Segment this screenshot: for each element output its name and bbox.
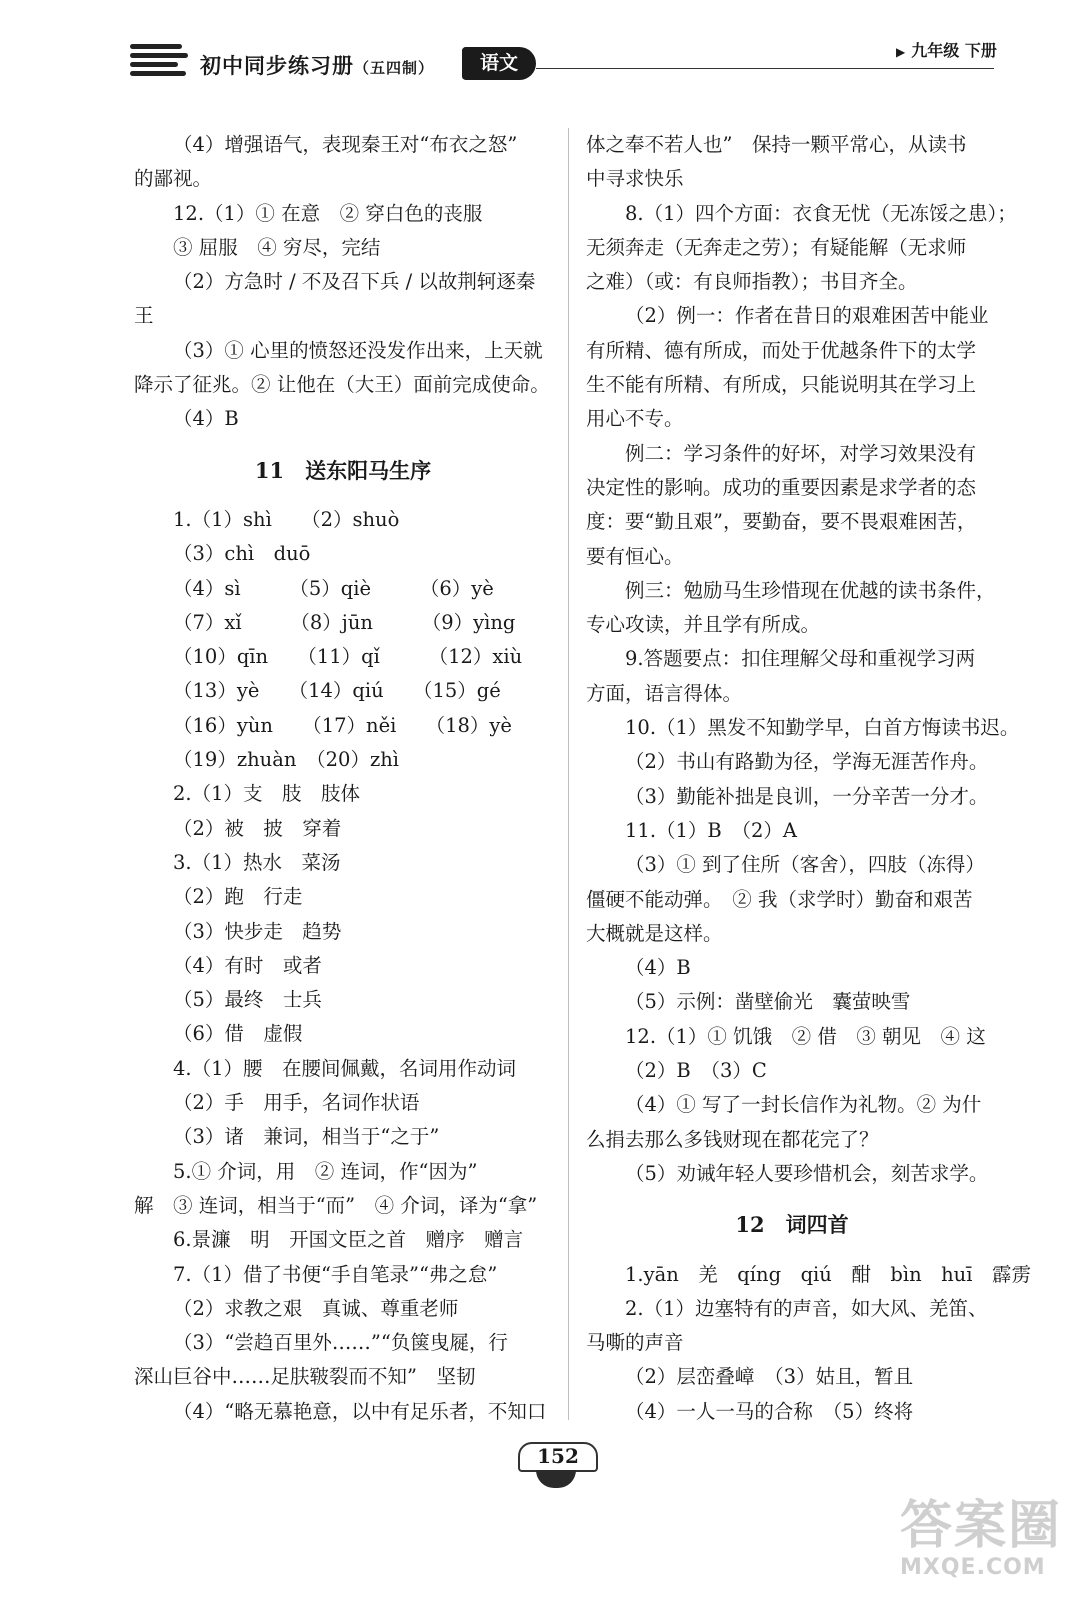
answer-line: 3.（1）热水 菜汤 (173, 850, 341, 874)
answer-line: 的鄙视。 (134, 167, 213, 191)
header-rule (536, 68, 994, 69)
volume-text: 下册 (964, 41, 997, 60)
answer-line: 僵硬不能动弹。 ② 我（求学时）勤奋和艰苦 (586, 887, 973, 911)
answer-line: （3）① 心里的愤怒还没发作出来，上天就 (173, 338, 543, 362)
answer-line: （7）xǐ （8）jūn （9）yìng (173, 610, 516, 634)
book-title-text: 初中同步练习册 (200, 54, 354, 78)
answer-line: （4）“略无慕艳意，以中有足乐者，不知口 (173, 1399, 547, 1423)
answer-line: 无须奔走（无奔走之劳）；有疑能解（无求师 (586, 235, 967, 259)
page-header (0, 0, 1092, 100)
answer-line: （3）① 到了住所（客舍），四肢（冻得） (625, 853, 985, 877)
answer-line: （2）跑 行走 (173, 885, 303, 909)
answer-line: 12.（1）① 饥饿 ② 借 ③ 朝见 ④ 这 (625, 1024, 986, 1048)
answer-line: （4）增强语气，表现秦王对“布衣之怒” (173, 133, 518, 156)
answer-line: （2）例一：作者在昔日的艰难困苦中能业 (625, 304, 989, 328)
watermark-url: MXQE.COM (900, 1555, 1046, 1580)
answer-line: 例三：勉励马生珍惜现在优越的读书条件， (625, 578, 996, 602)
answer-line: （2）求教之艰 真诚、尊重老师 (173, 1296, 459, 1320)
answer-line: 马嘶的声音 (586, 1331, 684, 1355)
answer-line: 7.（1）借了书便“手自笔录”“弗之怠” (173, 1262, 498, 1286)
section-heading: 11 送东阳马生序 (254, 457, 432, 483)
answer-line: 降示了征兆。② 让他在（大王）面前完成使命。 (134, 373, 550, 397)
answer-line: （3）快步走 趋势 (173, 919, 342, 943)
answer-line: 体之奉不若人也” 保持一颗平常心，从读书 (586, 133, 967, 156)
answer-line: 5.① 介词，用 ② 连词，作“因为” (173, 1159, 478, 1183)
section-heading: 12 词四首 (735, 1212, 849, 1238)
answer-line: 大概就是这样。 (586, 921, 723, 945)
right-column (586, 128, 1031, 1429)
answer-line: （3）“尝趋百里外……”“负箧曳屣，行 (173, 1331, 508, 1355)
answer-line: ③ 屈服 ④ 穷尽，完结 (173, 235, 381, 259)
answer-line: 2.（1）边塞特有的声音，如大风、羌笛、 (625, 1296, 988, 1320)
answer-line: 深山巨谷中……足肤皲裂而不知” 坚韧 (134, 1365, 476, 1389)
book-stack-icon (130, 44, 190, 82)
answer-line: （4）① 写了一封长信作为礼物。② 为什 (625, 1093, 982, 1117)
triangle-right-icon: ▶ (896, 45, 906, 59)
answer-line: 王 (134, 304, 154, 328)
grade-label (896, 38, 997, 61)
page-number: 152 (537, 1444, 579, 1468)
answer-line: （5）示例：凿壁偷光 囊萤映雪 (625, 990, 911, 1014)
answer-line: （10）qīn （11）qǐ （12）xiù (173, 645, 523, 669)
grade-text: 九年级 (911, 41, 960, 60)
answer-line: 用心不专。 (586, 407, 684, 431)
answer-line: （3）chì duō (173, 542, 311, 566)
answer-line: （19）zhuàn （20）zhì (173, 748, 400, 772)
answer-line: （4）一人一马的合称 （5）终将 (625, 1399, 914, 1423)
answer-line: （16）yùn （17）něi （18）yè (173, 713, 512, 737)
answer-line: 例二：学习条件的好坏，对学习效果没有 (625, 441, 977, 465)
answer-line: （2）方急时 / 不及召下兵 / 以故荆轲逐秦 (173, 270, 536, 294)
answer-line: 决定性的影响。成功的重要因素是求学者的态 (586, 475, 977, 499)
answer-line: 1.（1）shì （2）shuò (173, 507, 400, 531)
page-number-decoration (536, 1470, 576, 1488)
answer-line: 8.（1）四个方面：衣食无忧（无冻馁之患）； (625, 201, 1017, 225)
answer-line: （4）B (173, 407, 239, 431)
answer-line: （4）sì （5）qiè （6）yè (173, 576, 494, 600)
answer-line: 度：要“勤且艰”，要勤奋，要不畏艰难困苦， (586, 510, 977, 534)
page-number-badge (508, 1440, 604, 1500)
answer-line: （4）B (625, 956, 691, 980)
answer-line: （13）yè （14）qiú （15）gé (173, 679, 501, 703)
answer-line: 9.答题要点：扣住理解父母和重视学习两 (625, 647, 976, 671)
answer-line: （2）书山有路勤为径，学海无涯苦作舟。 (625, 750, 989, 774)
answer-line: 么捐去那么多钱财现在都花完了？ (586, 1127, 879, 1151)
answer-line: 之难）（或：有良师指教）；书目齐全。 (586, 270, 918, 294)
answer-line: 专心攻读，并且学有所成。 (586, 613, 821, 637)
answer-line: （2）B （3）C (625, 1059, 767, 1083)
answer-line: 有所精、德有所成，而处于优越条件下的太学 (586, 338, 977, 362)
answer-line: （6）借 虚假 (173, 1022, 303, 1046)
answer-line: （4）有时 或者 (173, 953, 322, 977)
watermark (900, 1498, 1070, 1590)
left-column (134, 128, 552, 1429)
watermark-logo-text: 答案圈 (900, 1496, 1063, 1556)
answer-line: （5）劝诫年轻人要珍惜机会，刻苦求学。 (625, 1161, 989, 1185)
book-title (200, 50, 434, 80)
answer-line: 中寻求快乐 (586, 167, 684, 191)
answer-line: （3）诸 兼词，相当于“之于” (173, 1125, 440, 1149)
answer-line: 要有恒心。 (586, 544, 684, 568)
answer-line: （5）最终 士兵 (173, 988, 322, 1012)
subject-badge: 语文 (462, 47, 536, 80)
answer-line: 12.（1）① 在意 ② 穿白色的丧服 (173, 201, 483, 225)
answer-line: （2）手 用手，名词作状语 (173, 1091, 420, 1115)
column-divider (568, 128, 569, 1420)
answer-line: 解 ③ 连词，相当于“而” ④ 介词，译为“拿” (134, 1193, 538, 1217)
answer-line: 10.（1）黑发不知勤学早，白首方悔读书迟。 (625, 716, 1020, 740)
answer-line: 6.景濂 明 开国文臣之首 赠序 赠言 (173, 1228, 524, 1252)
answer-line: 1.yān 羌 qíng qiú 酣 bìn huī 霹雳 (625, 1262, 1031, 1286)
answer-line: 生不能有所精、有所成，只能说明其在学习上 (586, 373, 977, 397)
answer-line: （2）层峦叠嶂 （3）姑且，暂且 (625, 1365, 914, 1389)
answer-line: （2）被 披 穿着 (173, 816, 342, 840)
answer-line: 11.（1）B （2）A (625, 818, 797, 842)
answer-line: 方面，语言得体。 (586, 681, 743, 705)
edition-label: （五四制） (354, 59, 435, 77)
answer-line: 4.（1）腰 在腰间佩戴，名词用作动词 (173, 1056, 517, 1080)
answer-line: （3）勤能补拙是良训，一分辛苦一分才。 (625, 784, 989, 808)
answer-line: 2.（1）支 肢 肢体 (173, 782, 361, 806)
